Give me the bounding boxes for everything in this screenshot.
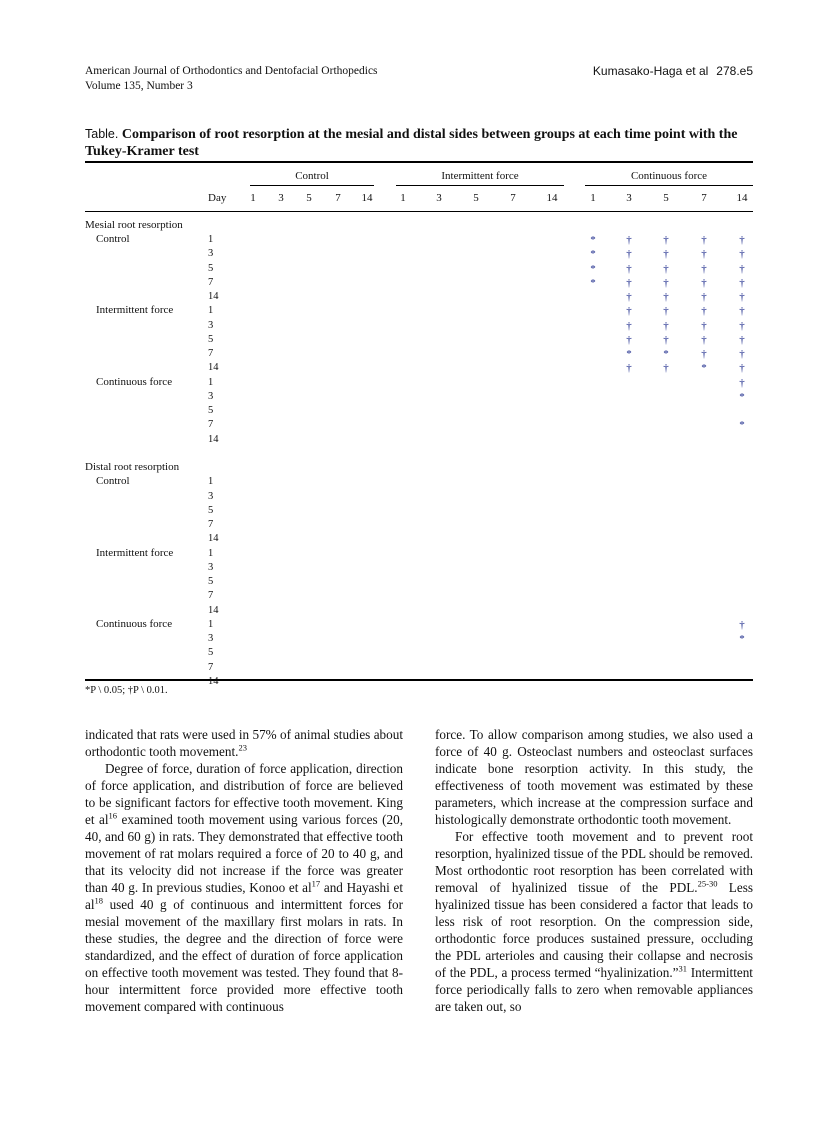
- significance-mark-p01: †: [626, 333, 632, 346]
- row-day-number: 7: [208, 276, 214, 288]
- significance-mark-p05: *: [739, 633, 745, 645]
- page-number: 278.e5: [716, 64, 753, 78]
- group-underline-intermittent: [396, 185, 564, 186]
- day-column-header: 7: [701, 192, 707, 204]
- significance-mark-p01: †: [739, 248, 745, 261]
- row-day-number: 1: [208, 547, 214, 559]
- day-column-header: 1: [400, 192, 406, 204]
- table-header-rule: [85, 211, 753, 212]
- significance-mark-p01: †: [701, 234, 707, 246]
- table-top-rule: [85, 161, 753, 163]
- citation: 31: [678, 963, 687, 974]
- row-day-number: 1: [208, 618, 214, 630]
- significance-mark-p01: †: [626, 262, 632, 275]
- significance-mark-p01: †: [739, 333, 745, 346]
- significance-mark-p01: †: [626, 362, 632, 375]
- row-day-number: 14: [208, 533, 219, 545]
- significance-mark-p01: †: [701, 305, 707, 318]
- row-day-number: 7: [208, 419, 214, 431]
- significance-mark-p01: †: [663, 234, 669, 246]
- paragraph: indicated that rats were used in 57% of animal studies about orthodontic tooth movement.$^{23}$: [85, 727, 403, 759]
- significance-mark-p05: *: [590, 262, 596, 275]
- significance-mark-p01: †: [739, 319, 745, 332]
- group-header-continuous: Continuous force: [630, 170, 708, 182]
- running-header-journal: [85, 64, 378, 94]
- significance-mark-p01: †: [626, 319, 632, 332]
- significance-mark-p01: †: [739, 362, 745, 375]
- row-day-number: 5: [208, 576, 214, 587]
- row-group-label: Control: [96, 233, 130, 245]
- citation: 23: [238, 742, 247, 753]
- significance-mark-p01: †: [701, 248, 707, 261]
- day-column-header: 7: [510, 192, 516, 204]
- row-day-number: 14: [208, 362, 219, 374]
- significance-mark-p05: *: [663, 348, 669, 360]
- day-column-header: 3: [278, 192, 284, 204]
- row-day-number: 5: [208, 333, 214, 345]
- row-day-number: 14: [208, 433, 219, 445]
- significance-mark-p01: †: [626, 248, 632, 261]
- table-label: Table.: [85, 127, 119, 141]
- significance-mark-p01: †: [739, 305, 745, 318]
- significance-mark-p01: †: [626, 234, 632, 246]
- day-header-label: Day: [208, 192, 227, 204]
- row-day-number: 14: [208, 604, 219, 616]
- row-day-number: 14: [208, 291, 219, 302]
- significance-mark-p01: †: [663, 291, 669, 303]
- table-bottom-rule: [85, 679, 753, 681]
- row-day-number: 1: [208, 376, 214, 388]
- significance-mark-p01: †: [739, 262, 745, 275]
- significance-mark-p01: †: [739, 618, 745, 631]
- journal-volume: Volume 135, Number 3: [85, 80, 193, 92]
- row-day-number: 3: [208, 561, 214, 573]
- table-caption: [85, 126, 753, 160]
- citation: 18: [94, 895, 104, 906]
- row-day-number: 7: [208, 519, 214, 530]
- significance-mark-p05: *: [739, 390, 745, 403]
- group-underline-control: [250, 185, 374, 186]
- row-group-label: Continuous force: [96, 617, 173, 630]
- day-column-header: 7: [335, 192, 341, 204]
- significance-mark-p01: †: [701, 348, 707, 360]
- citation: 17: [311, 878, 321, 889]
- row-day-number: 3: [208, 248, 214, 260]
- citation: 16: [108, 810, 118, 821]
- row-group-label: Continuous force: [96, 375, 173, 388]
- significance-mark-p01: †: [739, 348, 745, 360]
- day-column-header: 1: [250, 192, 256, 204]
- significance-mark-p01: †: [701, 319, 707, 332]
- row-day-number: 1: [208, 305, 214, 317]
- paragraph: Degree of force, duration of force application, direction of force application, and distribution of force are believed to be significant factors for effective tooth movement. King et $al^{16}$ examined tooth movement using various forces (20, 40, and 60 g) in rats. They demonstrated that effective tooth movement of rat molars required a force of 20 to 40 g, and that its velocity did not increase if the force was greater than 40 g. In previous studies, Konoo et $al^{17}$ and Hayashi et $al^{18}$ used 40 g of continuous and intermittent forces for mesial movement of the maxillary first molars in rats. In these studies, the degree and the direction of force were standardized, and the effect of duration of force application on effective tooth movement was tested. They found that 8-hour intermittent force provided more effective tooth movement compared with continuous: [85, 761, 404, 1014]
- row-group-label: Intermittent force: [96, 304, 174, 317]
- significance-mark-p01: †: [739, 276, 745, 289]
- significance-mark-p01: †: [663, 248, 669, 261]
- section-title: Distal root resorption: [85, 461, 180, 474]
- group-header-control: Control: [295, 170, 329, 182]
- day-column-header: 14: [546, 192, 558, 204]
- significance-mark-p01: †: [701, 333, 707, 346]
- paragraph: For effective tooth movement and to prevent root resorption, hyalinized tissue of the PDL should be removed. Most orthodontic root resorption has been correlated with removal of hyalinized tissue of the PDL.$^{25-30}$ Less hyalinized tissue has been considered a factor that leads to less risk of root resorption. On the compression side, orthodontic force produces sustained pressure, occluding the PDL arterioles and causing their collapse and necrosis of the PDL, a process termed “hyalinization.”$^{31}$ Intermittent force periodically falls to zero when removable appliances are taken out, so: [435, 829, 753, 1014]
- row-day-number: 5: [208, 262, 214, 274]
- significance-mark-p01: †: [626, 291, 632, 303]
- table-footnote: *P \ 0.05; †P \ 0.01.: [85, 685, 168, 696]
- row-day-number: 7: [208, 348, 214, 359]
- table-title: Comparison of root resorption at the mesial and distal sides between groups at each time point with the Tukey-Kramer test: [85, 127, 738, 159]
- row-day-number: 3: [208, 633, 214, 644]
- row-day-number: 1: [208, 476, 214, 488]
- significance-mark-p05: *: [590, 276, 596, 289]
- significance-mark-p01: †: [701, 276, 707, 289]
- row-day-number: 3: [208, 490, 214, 502]
- row-day-number: 5: [208, 647, 214, 659]
- day-column-header: 5: [473, 192, 479, 204]
- significance-mark-p01: †: [739, 376, 745, 389]
- row-day-number: 7: [208, 590, 214, 602]
- day-column-header: 3: [436, 192, 442, 204]
- day-column-header: 14: [736, 192, 748, 204]
- significance-mark-p05: *: [739, 419, 745, 432]
- author-names: Kumasako-Haga et al: [592, 64, 709, 78]
- body-column-left: [85, 726, 403, 1015]
- significance-mark-p01: †: [663, 276, 669, 289]
- row-day-number: 5: [208, 405, 214, 416]
- row-day-number: 3: [208, 319, 214, 331]
- row-day-number: 3: [208, 390, 214, 402]
- significance-mark-p01: †: [663, 362, 669, 375]
- group-header-intermittent: Intermittent force: [441, 170, 519, 182]
- section-title: Mesial root resorption: [85, 219, 183, 231]
- row-day-number: 1: [208, 234, 214, 245]
- significance-mark-p05: *: [701, 362, 707, 375]
- body-column-right: [435, 726, 753, 1015]
- day-column-header: 5: [306, 192, 312, 204]
- row-group-label: Intermittent force: [96, 546, 174, 559]
- day-column-header: 1: [590, 192, 596, 204]
- day-column-header: 5: [663, 192, 669, 204]
- significance-mark-p01: †: [739, 291, 745, 303]
- row-group-label: Control: [96, 475, 130, 488]
- significance-mark-p01: †: [739, 234, 745, 246]
- running-header-page: [593, 64, 753, 79]
- row-day-number: 7: [208, 661, 214, 673]
- significance-mark-p05: *: [590, 248, 596, 261]
- significance-mark-p01: †: [701, 291, 707, 303]
- significance-mark-p05: *: [590, 234, 596, 246]
- significance-mark-p01: †: [701, 262, 707, 275]
- significance-mark-p01: †: [626, 305, 632, 318]
- journal-name: American Journal of Orthodontics and Dentofacial Orthopedics: [85, 65, 378, 77]
- significance-mark-p01: †: [663, 262, 669, 275]
- significance-mark-p01: †: [663, 305, 669, 318]
- citation: 25-30: [697, 878, 718, 889]
- row-day-number: 14: [208, 675, 219, 687]
- significance-mark-p01: †: [663, 319, 669, 332]
- significance-mark-p01: †: [663, 333, 669, 346]
- significance-mark-p01: †: [626, 276, 632, 289]
- day-column-header: 3: [626, 192, 632, 204]
- paragraph: force. To allow comparison among studies, we also used a force of 40 g. Osteoclast numbers and osteoclast surfaces indicate bone resorption activity. In this study, the effectiveness of tooth movement was estimated by these parameters, which increase at the compression surface and histologically demonstrate orthodontic tooth movement.: [435, 727, 753, 827]
- significance-mark-p05: *: [626, 348, 632, 360]
- group-underline-continuous: [585, 185, 753, 186]
- row-day-number: 5: [208, 504, 214, 516]
- day-column-header: 14: [361, 192, 373, 204]
